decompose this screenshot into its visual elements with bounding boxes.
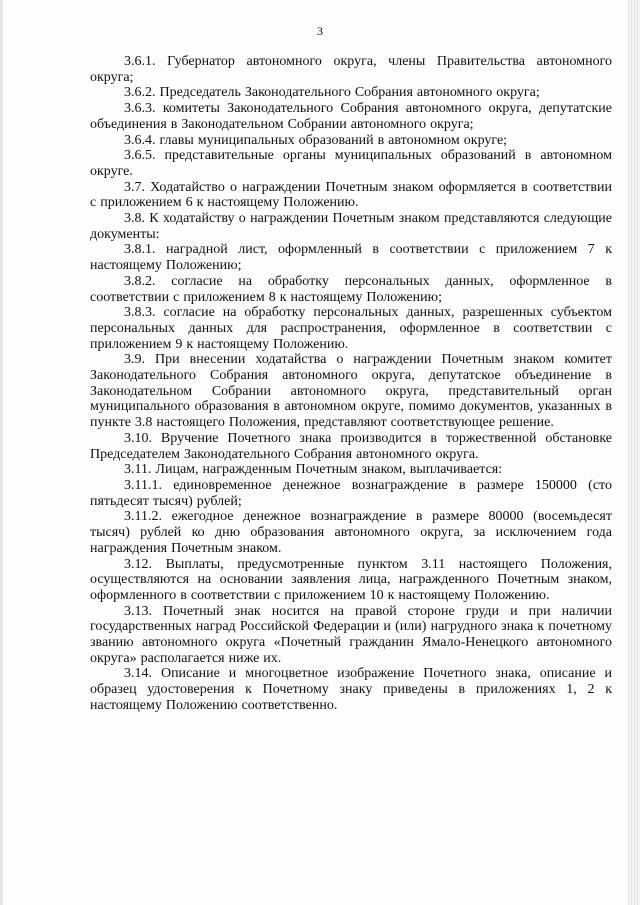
paragraph-3-8-2: 3.8.2. согласие на обработку персональных данных, оформленное в соответствии с приложением 8 к настоящему Положению; [90,273,612,305]
paragraph-3-10: 3.10. Вручение Почетного знака производится в торжественной обстановке Председателем Законодательного Собрания автономного округа. [90,430,612,462]
paragraph-3-6-1: 3.6.1. Губернатор автономного округа, члены Правительства автономного округа; [90,54,612,85]
paragraph-3-13: 3.13. Почетный знак носится на правой стороне груди и при наличии государственных наград Российской Федерации и (или) нагрудного знака к почетному званию автономного округа «Почетный гражданин Ямало-Ненецкого автономного округа» располагается ниже их. [90,603,612,666]
paragraph-3-12: 3.12. Выплаты, предусмотренные пунктом 3.11 настоящего Положения, осуществляются на основании заявления лица, награжденного Почетным знаком, оформленного в соответствии с приложением 10 к настоящему Положению. [90,556,612,603]
paragraph-3-6-4: 3.6.4. главы муниципальных образований в автономном округе; [124,132,508,148]
paragraph-3-11: 3.11. Лицам, награжденным Почетным знаком, выплачивается: [124,462,503,478]
scan-edge-left [0,0,3,905]
paragraph-3-7: 3.7. Ходатайство о награждении Почетным знаком оформляется в соответствии с приложением 6 к настоящему Положению. [90,179,612,211]
paragraph-3-6-3: 3.6.3. комитеты Законодательного Собрания автономного округа, депутатские объединения в Законодательном Собрании автономного округа; [90,101,612,132]
paragraph-3-6-5: 3.6.5. представительные органы муниципальных образований в автономном округе. [90,148,612,179]
paragraph-3-14: 3.14. Описание и многоцветное изображение Почетного знака, описание и образец удостоверения к Почетному знаку приведены в приложениях 1, 2 к настоящему Положению соответственно. [90,666,612,713]
scan-edge-right [628,0,640,905]
paragraph-3-8-3: 3.8.3. согласие на обработку персональных данных, разрешенных субъектом персональных данных для распространения, оформленное в соответствии с приложением 9 к настоящему Положению. [90,305,612,352]
paragraph-3-8-1: 3.8.1. наградной лист, оформленный в соответствии с приложением 7 к настоящему Положению; [90,242,612,274]
paragraph-3-6-2: 3.6.2. Председатель Законодательного Собрания автономного округа; [124,85,540,101]
document-body [90,54,612,714]
page-number: 3 [317,24,323,38]
paragraph-3-11-2: 3.11.2. ежегодное денежное вознаграждение в размере 80000 (восемьдесят тысяч) рублей ко дню образования автономного округа, за исключением года награждения Почетным знаком. [90,509,612,556]
paragraph-3-8: 3.8. К ходатайству о награждении Почетным знаком представляются следующие документы: [90,211,612,242]
paragraph-3-11-1: 3.11.1. единовременное денежное вознаграждение в размере 150000 (сто пятьдесят тысяч) рублей; [90,477,612,509]
paragraph-3-9: 3.9. При внесении ходатайства о награждении Почетным знаком комитет Законодательного Собрания автономного округа, депутатское объединение в Законодательном Собрании автономного округа, представительный орган муниципального образования в автономном округе, помимо документов, указанных в пункте 3.8 настоящего Положения, представляют соответствующее решение. [90,352,612,431]
